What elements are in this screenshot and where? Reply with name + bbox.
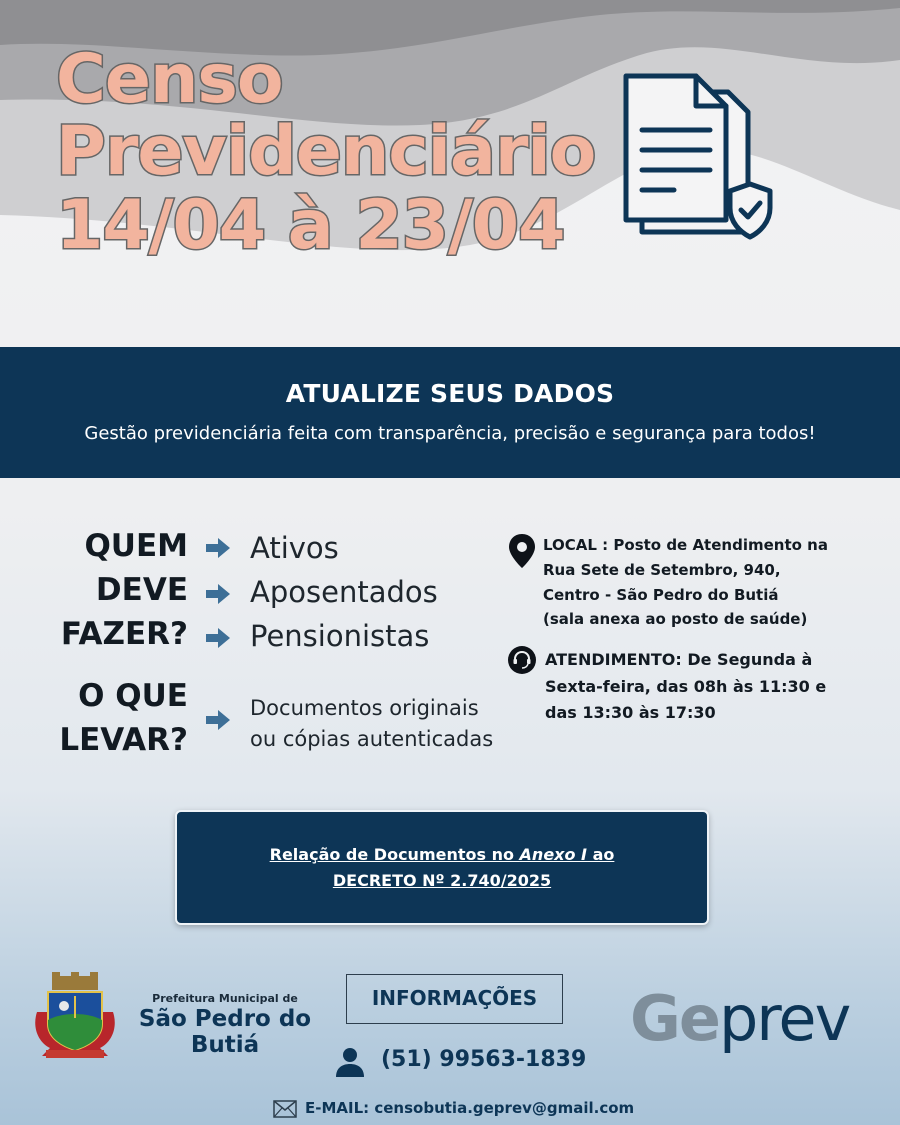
arrow-right-icon	[204, 583, 232, 605]
what-label-line-1: O QUE	[78, 678, 188, 714]
what-text-line-1: Documentos originais	[250, 696, 479, 720]
person-icon	[334, 1046, 366, 1078]
decree-line1-suffix: ao	[587, 845, 615, 864]
title-line-1: Censo	[56, 40, 283, 119]
what-text-line-2: ou cópias autenticadas	[250, 727, 494, 751]
who-item-ativos: Ativos	[250, 531, 339, 565]
who-item-aposentados: Aposentados	[250, 575, 438, 609]
prefeitura-name-line-1: São Pedro do	[138, 1006, 312, 1032]
location-line-3: Centro - São Pedro do Butiá	[543, 586, 779, 604]
title-line-2: Previdenciário	[56, 112, 596, 191]
email-address[interactable]: E-MAIL: censobutia.geprev@gmail.com	[305, 1099, 635, 1117]
who-item-pensionistas: Pensionistas	[250, 619, 430, 653]
who-label-line-2: DEVE	[95, 572, 188, 608]
prefeitura-name	[132, 1006, 318, 1058]
logo-part-ge: Ge	[630, 982, 719, 1055]
location-pin-icon	[507, 533, 537, 569]
arrow-right-icon	[204, 627, 232, 649]
service-line-1: ATENDIMENTO: De Segunda à	[545, 650, 813, 669]
decree-link-line-1[interactable]	[177, 845, 707, 864]
who-label-line-1: QUEM	[84, 528, 188, 564]
info-label: INFORMAÇÕES	[371, 986, 538, 1010]
prefeitura-small-label: Prefeitura Municipal de	[152, 992, 298, 1005]
location-line-4: (sala anexa ao posto de saúde)	[543, 610, 808, 628]
document-shield-check-icon	[618, 72, 783, 247]
decree-link-line-2[interactable]: DECRETO Nº 2.740/2025	[332, 871, 552, 890]
location-line-2: Rua Sete de Setembro, 940,	[543, 561, 781, 579]
update-data-banner	[0, 347, 900, 478]
arrow-right-icon	[204, 709, 232, 731]
who-label-line-3: FAZER?	[60, 616, 188, 652]
decree-link-box[interactable]	[175, 810, 709, 925]
decree-line1-prefix: Relação de Documentos no	[269, 845, 520, 864]
phone-number[interactable]: (51) 99563-1839	[381, 1047, 587, 1072]
envelope-icon	[273, 1100, 297, 1118]
service-line-2: Sexta-feira, das 08h às 11:30 e	[545, 677, 827, 696]
headset-icon	[507, 645, 537, 675]
service-line-3: das 13:30 às 17:30	[545, 703, 716, 722]
geprev-logo	[630, 982, 849, 1055]
decree-annex-italic: Anexo I	[519, 845, 588, 864]
title-line-3: 14/04 à 23/04	[56, 186, 565, 265]
logo-part-prev: prev	[718, 982, 850, 1055]
location-line-1: LOCAL : Posto de Atendimento na	[543, 536, 828, 554]
banner-subtitle: Gestão previdenciária feita com transparência, precisão e segurança para todos!	[84, 423, 816, 444]
what-label-line-2: LEVAR?	[59, 722, 188, 758]
info-box	[346, 974, 563, 1024]
municipal-coat-of-arms-icon	[32, 972, 118, 1060]
prefeitura-name-line-2: Butiá	[190, 1032, 260, 1058]
banner-title: ATUALIZE SEUS DADOS	[285, 379, 615, 408]
arrow-right-icon	[204, 537, 232, 559]
